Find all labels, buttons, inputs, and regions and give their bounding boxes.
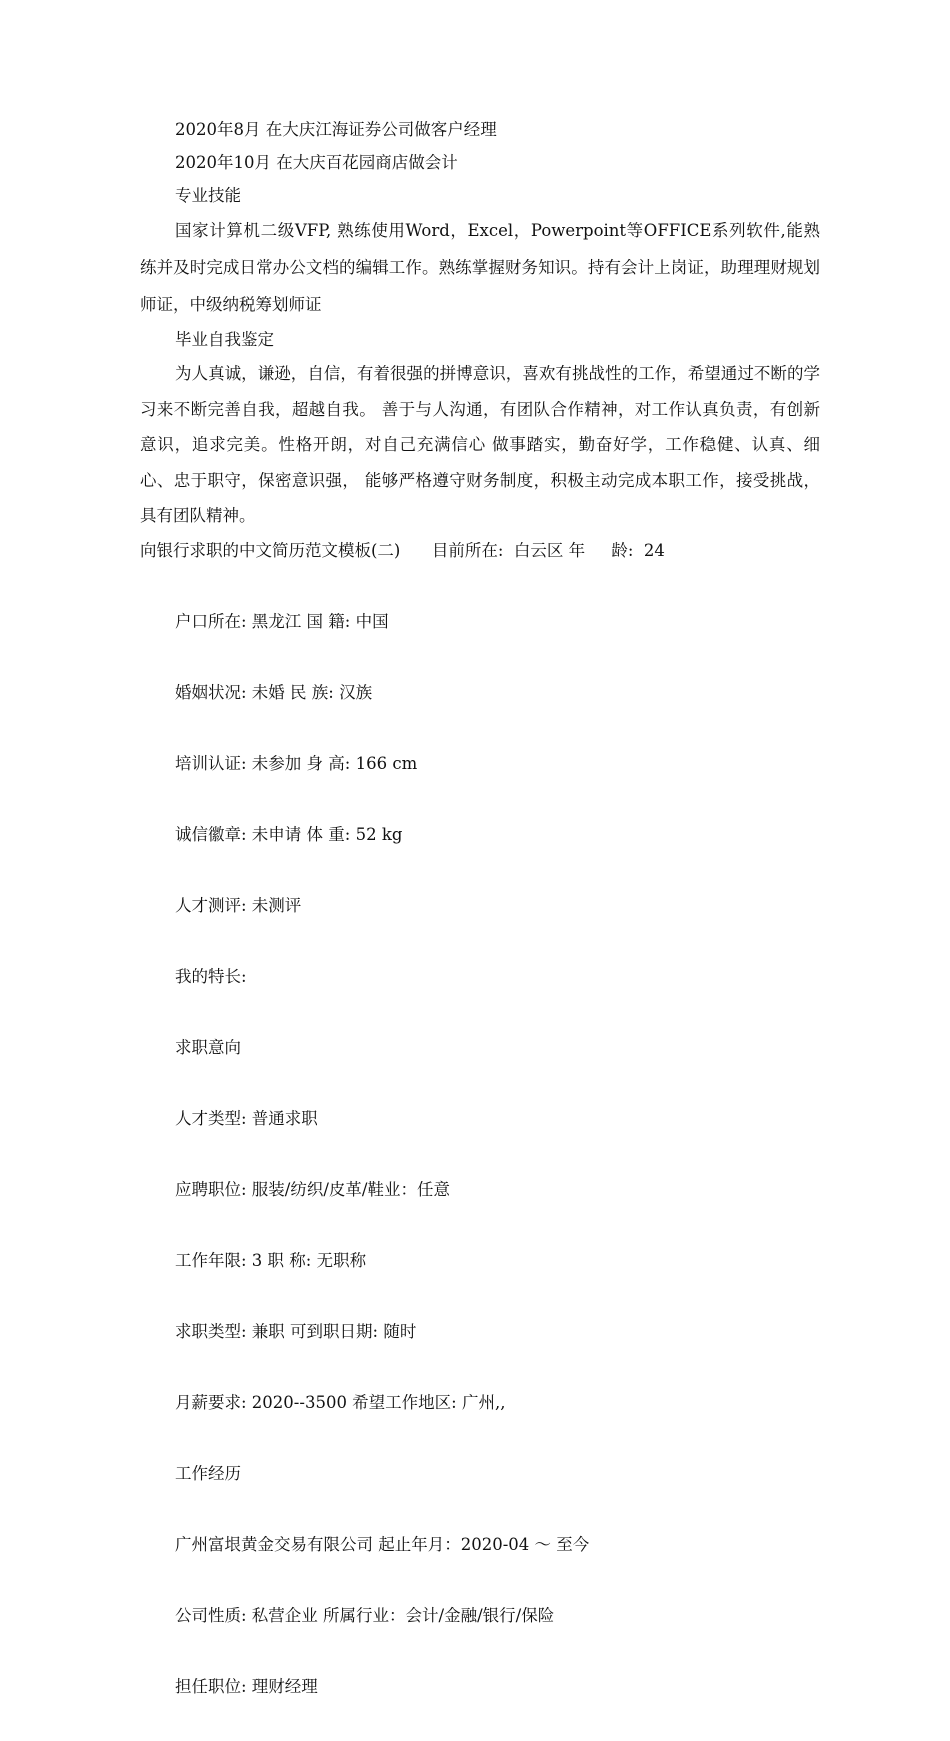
work-history-line-2: 2020年10月 在大庆百花园商店做会计 bbox=[175, 153, 458, 172]
work-experience-heading: 工作经历 bbox=[175, 1463, 241, 1483]
detail-training: 培训认证: 未参加 身 高: 166 cm bbox=[175, 753, 418, 773]
self-eval-paragraph: 为人真诚，谦逊，自信，有着很强的拼博意识，喜欢有挑战性的工作，希望通过不断的学习来不断完善自我，超越自我。 善于与人沟通，有团队合作精神，对工作认真负责，有创新意识，追求完美。性格开朗，对自己充满信心 做事踏实，勤奋好学，工作稳健、认真、细心、忠于职守，保密意识强， 能够严格遵守财务制度，积极主动完成本职工作，接受挑战，具有团队精神。 bbox=[140, 364, 820, 525]
job-intention-heading: 求职意向 bbox=[175, 1037, 241, 1057]
detail-credit-badge: 诚信徽章: 未申请 体 重: 52 kg bbox=[175, 824, 403, 844]
detail-company-nature: 公司性质: 私营企业 所属行业：会计/金融/银行/保险 bbox=[175, 1605, 555, 1625]
skills-heading: 专业技能 bbox=[175, 186, 241, 205]
detail-specialty: 我的特长: bbox=[175, 966, 247, 986]
detail-job-title: 担任职位: 理财经理 bbox=[175, 1676, 318, 1696]
detail-assessment: 人才测评: 未测评 bbox=[175, 895, 302, 915]
details-list bbox=[140, 567, 820, 1741]
detail-hukou: 户口所在: 黑龙江 国 籍: 中国 bbox=[175, 611, 389, 631]
skills-paragraph: 国家计算机二级VFP, 熟练使用Word，Excel，Powerpoint等OFFICE系列软件,能熟练并及时完成日常办公文档的编辑工作。熟练掌握财务知识。持有会计上岗证，助理理财规划师证，中级纳税筹划师证 bbox=[140, 221, 820, 314]
skills-section bbox=[140, 212, 820, 323]
detail-talent-type: 人才类型: 普通求职 bbox=[175, 1108, 318, 1128]
self-eval-section bbox=[140, 356, 820, 534]
detail-job-type: 求职类型: 兼职 可到职日期: 随时 bbox=[175, 1321, 417, 1341]
detail-position: 应聘职位: 服装/纺织/皮革/鞋业：任意 bbox=[175, 1179, 450, 1199]
document-body bbox=[140, 113, 820, 1741]
template-title-line: 向银行求职的中文简历范文模板(二) 目前所在: 白云区 年 龄: 24 bbox=[140, 540, 665, 560]
detail-salary: 月薪要求: 2020--3500 希望工作地区: 广州,, bbox=[175, 1392, 506, 1412]
detail-work-years: 工作年限: 3 职 称: 无职称 bbox=[175, 1250, 367, 1270]
detail-company: 广州富垠黄金交易有限公司 起止年月：2020-04 ～ 至今 bbox=[175, 1534, 590, 1554]
detail-marital: 婚姻状况: 未婚 民 族: 汉族 bbox=[175, 682, 373, 702]
work-history-line-1: 2020年8月 在大庆江海证券公司做客户经理 bbox=[175, 120, 497, 139]
self-eval-heading: 毕业自我鉴定 bbox=[175, 330, 274, 349]
